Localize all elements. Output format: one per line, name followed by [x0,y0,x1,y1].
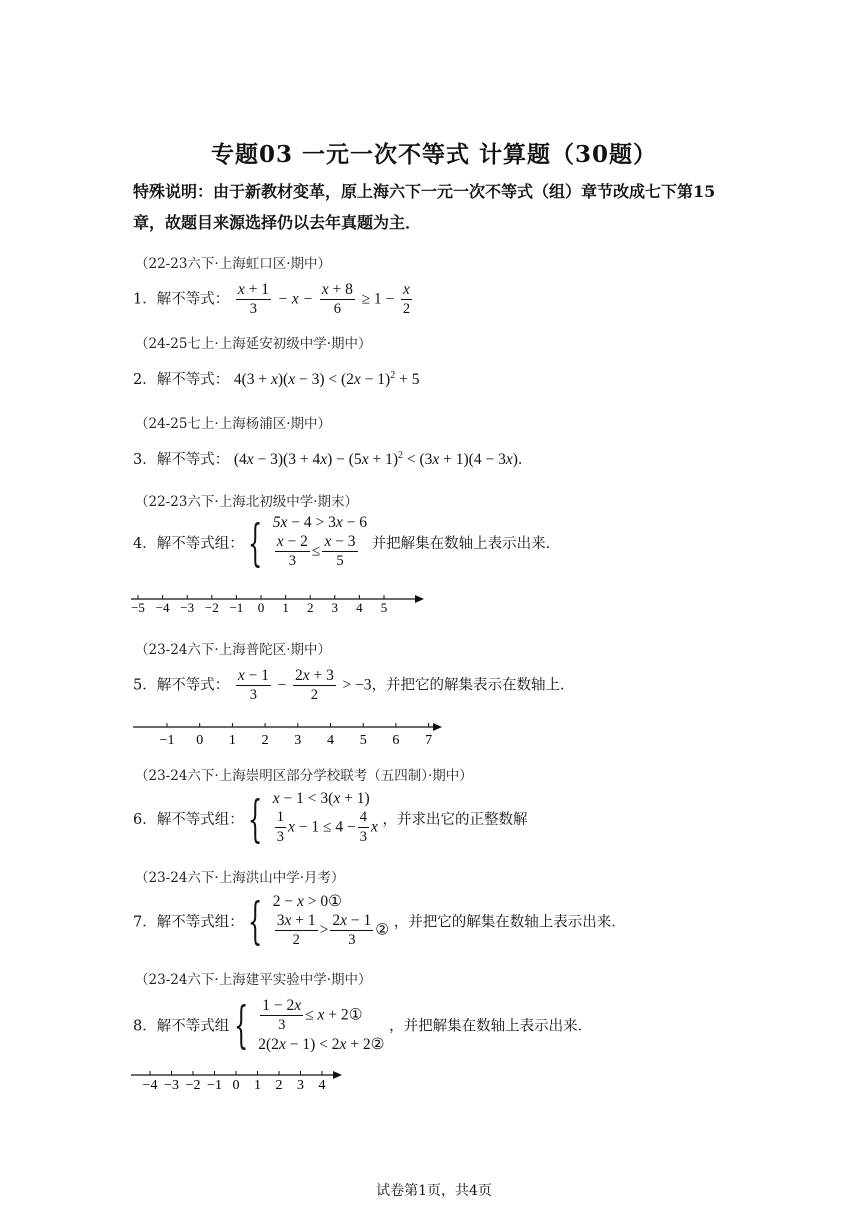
axis-tick-label: 3 [297,1078,304,1093]
axis-tick-label: 1 [282,600,289,615]
axis-tick-label: −4 [142,1078,158,1093]
axis-tick-label: 2 [261,733,269,748]
axis-tick-label: −3 [180,600,195,615]
axis-tick-label: 0 [232,1078,240,1093]
problem-8: 8．解不等式组 { $\frac{1 - 2x}{3}$ ≤ x + 2① 2(2x − 1) < 2x + 2② ，并把解集在数轴上表示出来． [133,996,593,1054]
axis-tick-label: −1 [229,600,244,615]
axis-tick-label: 4 [318,1078,326,1093]
axis-tick-label: 2 [306,600,314,615]
axis-tick-label: 2 [275,1078,283,1093]
problem-3: 3．解不等式： $(4x - 3)(3 + 4x) - (5x + 1)^2 < (3x + 1)(4 - 3x)$． [133,449,533,468]
problem-1-source: （22-23六下·上海虹口区·期中） [135,256,332,272]
axis-tick-label: −2 [185,1078,201,1093]
axis-tick-label: 4 [327,733,334,748]
problem-1: 1．解不等式： $\frac{x + 1}{3}$ − x − $\frac{x + 8}{6}$ ≥ 1 − $\frac{x}{2}$ [133,281,411,317]
axis-tick-label: 3 [294,733,302,748]
axis-tick-label: 0 [196,733,204,748]
problem-7: 7．解不等式组： { 2 − x > 0① $\frac{3x + 1}{2}$ > $\frac{2x - 1}{3}$ ② ，并把它的解集在数轴上表示出来． [133,892,626,950]
problem-4-source: （22-23六下·上海北初级中学·期末） [135,494,359,510]
axis-tick-label: −1 [207,1078,222,1093]
problem-2: 2．解不等式： $4(3 + x)(x - 3) < (2x - 1)^2 + 5$ [133,369,420,388]
axis-tick-label: −1 [159,733,175,748]
special-note: 特殊说明：由于新教材变革，原上海六下一元一次不等式（组）章节改成七下第15章，故题目来源选择仍以去年真题为主． [133,182,716,232]
number-line-3 [128,1068,358,1098]
axis-tick-label: 5 [359,733,367,748]
axis-tick-label: −3 [164,1078,179,1093]
problem-4: 4．解不等式组： { 5x − 4 > 3x − 6 $\frac{x - 2}{3}$ ≤ $\frac{x - 3}{5}$ 并把解集在数轴上表示出来． [133,513,561,572]
problem-7-source: （23-24六下·上海洪山中学·月考） [135,870,345,886]
page-title: 专题03 一元一次不等式 计算题（30题） [210,141,658,168]
number-line-2 [130,718,450,750]
problem-3-source: （24-25七上·上海杨浦区·期中） [135,416,332,432]
number-line-1 [128,590,428,620]
axis-tick-label: 4 [356,600,363,615]
axis-tick-label: 1 [254,1078,261,1093]
axis-tick-label: 6 [392,733,400,748]
problem-2-source: （24-25七上·上海延安初级中学·期中） [135,336,372,352]
page-footer: 试卷第1页，共4页 [376,1183,492,1199]
axis-tick-label: 0 [257,600,265,615]
axis-tick-label: −2 [204,600,219,615]
axis-tick-label: −4 [155,600,170,615]
axis-tick-label: −5 [131,600,145,615]
problem-6: 6．解不等式组： { x − 1 < 3(x + 1) $\frac{1}{3}$ x − 1 ≤ 4 − $\frac{4}{3}$ x ，并求出它的正整数解 [133,789,528,848]
problem-8-source: （23-24六下·上海建平实验中学·期中） [135,972,372,988]
axis-tick-label: 3 [331,600,339,615]
axis-tick-label: 1 [228,733,236,748]
problem-5-source: （23-24六下·上海普陀区·期中） [135,642,332,658]
problem-5: 5．解不等式： $\frac{x - 1}{3}$ − $\frac{2x + 3}{2}$ > −3，并把它的解集表示在数轴上． [133,667,575,703]
axis-tick-label: 7 [425,733,433,748]
axis-tick-label: 5 [380,600,388,615]
problem-6-source: （23-24六下·上海崇明区部分学校联考（五四制）·期中） [135,768,473,784]
